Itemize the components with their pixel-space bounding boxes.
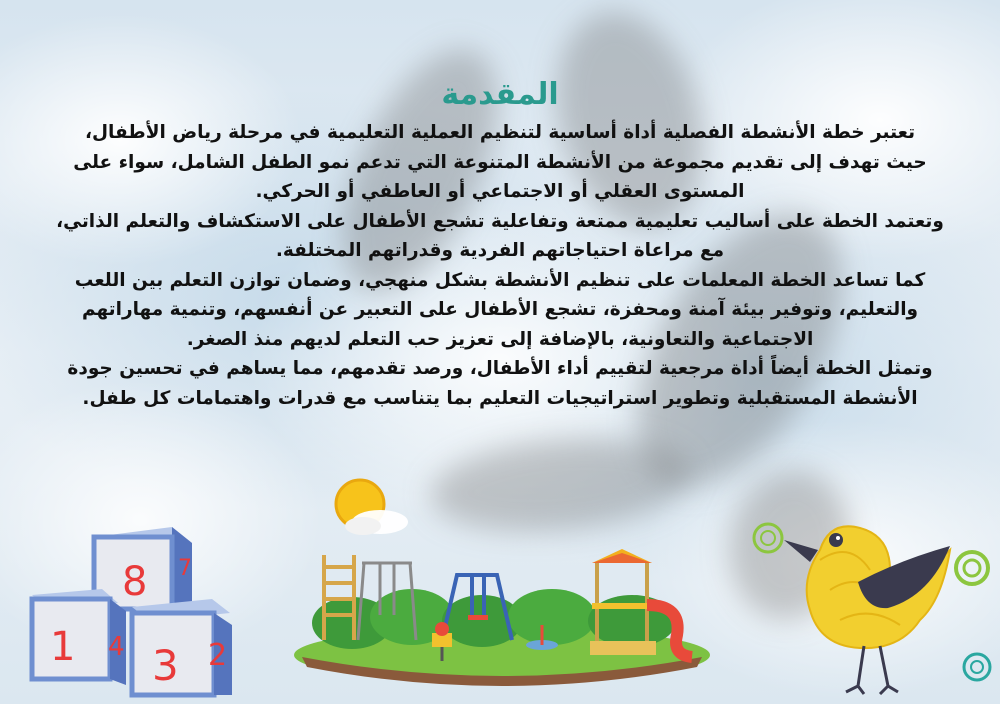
block-digit: 3 — [152, 641, 179, 690]
text-line: المستوى العقلي أو الاجتماعي أو العاطفي أو الحركي. — [255, 181, 745, 202]
text-line: وتمثل الخطة أيضاً أداة مرجعية لتقييم أداء الأطفال، ورصد تقدمهم، مما يساهم في تحسين جودة — [67, 358, 933, 379]
number-block — [32, 589, 126, 685]
text-line: تعتبر خطة الأنشطة الفصلية أداة أساسية لتنظيم العملية التعليمية في مرحلة رياض الأطفال، — [84, 122, 916, 143]
text-line: كما تساعد الخطة المعلمات على تنظيم الأنشطة بشكل منهجي، وضمان توازن التعلم بين اللعب — [74, 269, 926, 291]
number-block — [132, 599, 232, 695]
paragraph-1 — [20, 118, 980, 207]
bird-illustration — [780, 510, 960, 695]
block-digit: 4 — [108, 632, 125, 662]
text-line: حيث تهدف إلى تقديم مجموعة من الأنشطة المتنوعة التي تدعم نمو الطفل الشامل، سواء على — [73, 151, 927, 173]
number-blocks-illustration — [22, 515, 244, 700]
intro-text — [20, 78, 980, 413]
block-digit: 1 — [50, 624, 76, 670]
sun-icon — [318, 472, 418, 542]
block-digit: 7 — [178, 556, 192, 581]
block-digit: 8 — [122, 559, 148, 605]
text-line: والتعليم، وتوفير بيئة آمنة ومحفزة، تشجع الأطفال على التعبير عن أنفسهم، وتنمية مهاراتهم — [81, 299, 919, 320]
paragraph-3 — [20, 266, 980, 355]
text-line: وتعتمد الخطة على أساليب تعليمية ممتعة وتفاعلية تشجع الأطفال على الاستكشاف والتعلم الذاتي، — [56, 210, 944, 232]
paragraph-4 — [20, 354, 980, 413]
page-title: المقدمة — [441, 77, 559, 112]
swirl-icon — [960, 650, 994, 684]
playground-illustration — [292, 545, 712, 690]
text-line: الأنشطة المستقبلية وتطوير استراتيجيات التعليم بما يتناسب مع قدرات واهتمامات كل طفل. — [82, 387, 918, 409]
text-line: مع مراعاة احتياجاتهم الفردية وقدراتهم المختلفة. — [275, 240, 725, 261]
text-line: الاجتماعية والتعاونية، بالإضافة إلى تعزيز حب التعلم لديهم منذ الصغر. — [186, 328, 814, 350]
bushes — [312, 589, 676, 649]
block-digit: 2 — [208, 638, 228, 673]
paragraph-2 — [20, 207, 980, 266]
swirl-icon — [750, 520, 786, 556]
swirl-icon — [952, 548, 992, 588]
cloud-streak — [427, 429, 694, 541]
